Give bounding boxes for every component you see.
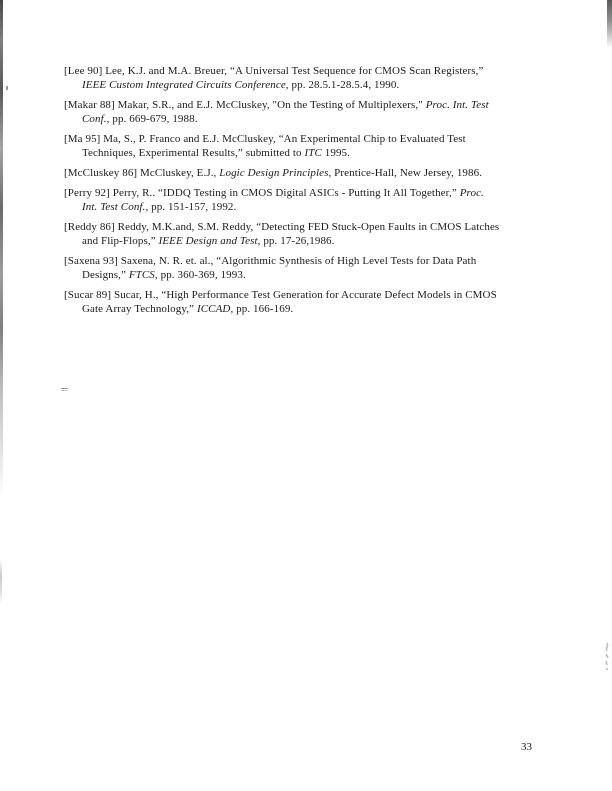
reference-text: [Ma 95] Ma, S., P. Franco and E.J. McCluskey, “An Experimental Chip to Evaluated Test xyxy=(64,133,466,145)
reference-venue-italic: IEEE Custom Integrated Circuits Conference xyxy=(82,79,286,91)
reference-text: , Prentice-Hall, New Jersey, 1986. xyxy=(328,167,483,179)
reference-text: [Saxena 93] Saxena, N. R. et. al., “Algorithmic Synthesis of High Level Tests for Data Path xyxy=(64,255,477,267)
scan-artifact-left-edge-lower xyxy=(0,558,2,604)
reference-venue-italic: Proc. xyxy=(459,187,484,199)
reference-entry-saxena-93 xyxy=(64,254,556,282)
reference-line xyxy=(64,186,556,200)
reference-entry-ma-95 xyxy=(64,132,556,160)
reference-line xyxy=(64,112,556,126)
reference-line xyxy=(64,288,556,302)
reference-text: , pp. 28.5.1-28.5.4, 1990. xyxy=(285,79,400,91)
scan-artifact-speck xyxy=(6,86,8,90)
reference-venue-italic: ITC xyxy=(304,147,322,159)
references-list xyxy=(64,64,556,322)
reference-entry-perry-92 xyxy=(64,186,556,214)
reference-venue-italic: Proc. Int. Test xyxy=(425,99,489,111)
reference-entry-lee-90 xyxy=(64,64,556,92)
reference-text: , pp. 166-169. xyxy=(230,303,294,315)
reference-line xyxy=(64,166,556,180)
reference-line xyxy=(64,132,556,146)
reference-line xyxy=(64,302,556,316)
reference-text: [Lee 90] Lee, K.J. and M.A. Breuer, “A Universal Test Sequence for CMOS Scan Registers,” xyxy=(64,65,484,77)
reference-text: [Sucar 89] Sucar, H., “High Performance Test Generation for Accurate Defect Models in CMOS xyxy=(64,289,497,301)
reference-text: Techniques, Experimental Results,” submitted to xyxy=(82,147,305,159)
reference-venue-italic: IEEE Design and Test xyxy=(158,235,258,247)
reference-text: , pp. 151-157, 1992. xyxy=(145,201,237,213)
reference-venue-italic: FTCS xyxy=(128,269,155,281)
scan-artifact-dash xyxy=(61,388,68,389)
reference-text: Gate Array Technology,” xyxy=(82,303,197,315)
reference-text: 1995. xyxy=(321,147,350,159)
reference-line xyxy=(64,220,556,234)
reference-venue-italic: Logic Design Principles xyxy=(219,167,329,179)
reference-text: [Reddy 86] Reddy, M.K.and, S.M. Reddy, “Detecting FED Stuck-Open Faults in CMOS Latches xyxy=(64,221,500,233)
reference-line xyxy=(64,64,556,78)
reference-entry-sucar-89 xyxy=(64,288,556,316)
reference-entry-makar-88 xyxy=(64,98,556,126)
reference-text: [Perry 92] Perry, R.. “IDDQ Testing in CMOS Digital ASICs - Putting It All Together,” xyxy=(64,187,460,199)
reference-text: [Makar 88] Makar, S.R., and E.J. McCluskey, "On the Testing of Multiplexers," xyxy=(64,99,426,111)
reference-text: , pp. 669-679, 1988. xyxy=(106,113,198,125)
scan-artifact-right-squiggle xyxy=(602,642,612,672)
reference-entry-reddy-86 xyxy=(64,220,556,248)
scan-artifact-top-right-streak xyxy=(607,0,612,48)
reference-text: , pp. 17-26,1986. xyxy=(257,235,335,247)
reference-line xyxy=(64,200,556,214)
reference-venue-italic: ICCAD xyxy=(196,303,231,315)
page-number: 33 xyxy=(521,741,532,753)
reference-line xyxy=(64,234,556,248)
reference-text: [McCluskey 86] McCluskey, E.J., xyxy=(64,167,220,179)
reference-entry-mccluskey-86 xyxy=(64,166,556,180)
scan-artifact-left-edge xyxy=(0,0,3,497)
reference-line xyxy=(64,78,556,92)
reference-venue-italic: Conf. xyxy=(82,113,107,125)
reference-line xyxy=(64,254,556,268)
reference-line xyxy=(64,268,556,282)
reference-line xyxy=(64,146,556,160)
reference-text: , pp. 360-369, 1993. xyxy=(154,269,246,281)
reference-text: Designs,” xyxy=(82,269,129,281)
reference-venue-italic: Int. Test Conf. xyxy=(82,201,146,213)
reference-line xyxy=(64,98,556,112)
reference-text: and Flip-Flops,” xyxy=(82,235,159,247)
